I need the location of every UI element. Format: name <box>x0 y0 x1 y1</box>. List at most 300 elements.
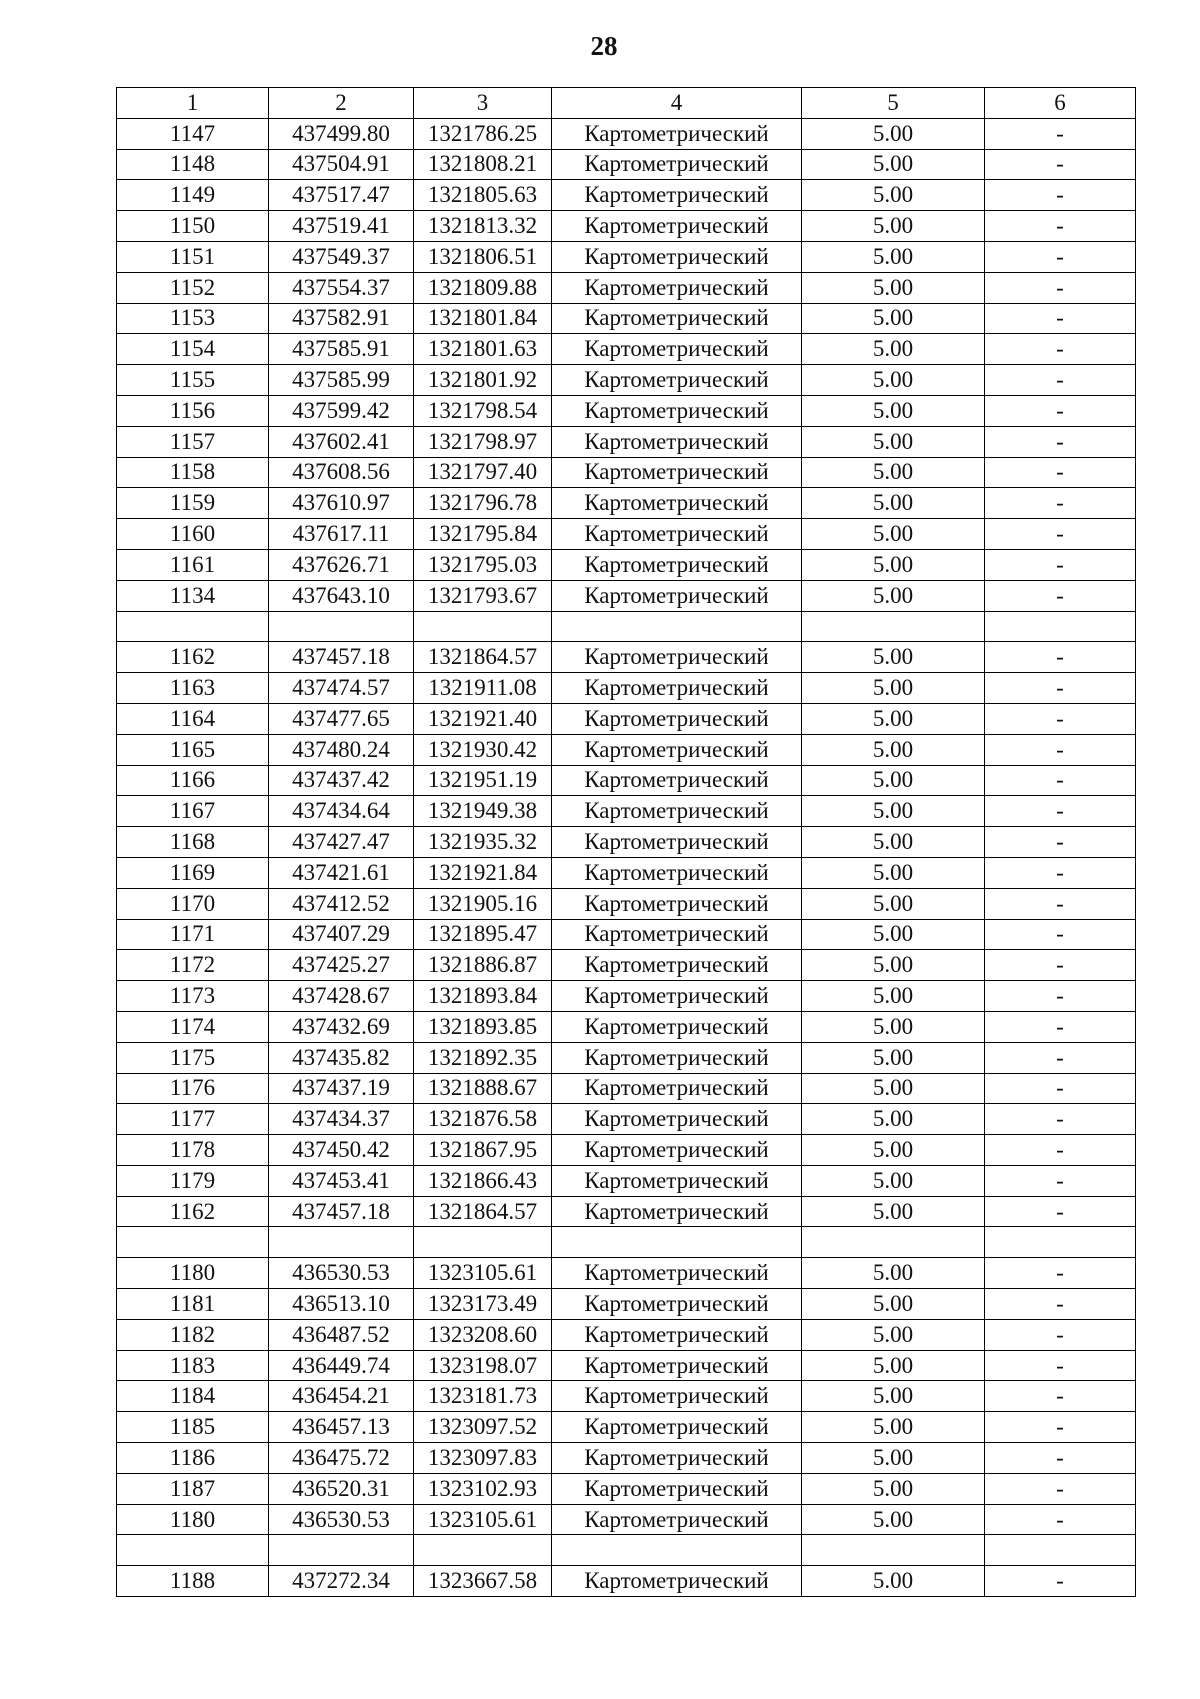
cell-method: Картометрический <box>552 457 802 488</box>
cell-x-coordinate: 437432.69 <box>269 1011 414 1042</box>
cell-y-coordinate: 1321795.84 <box>414 519 552 550</box>
table-header-row <box>117 88 1136 119</box>
cell-y-coordinate: 1321888.67 <box>414 1073 552 1104</box>
cell-x-coordinate: 437457.18 <box>269 642 414 673</box>
table-row <box>117 241 1136 272</box>
cell-method: Картометрический <box>552 365 802 396</box>
cell-y-coordinate: 1321813.32 <box>414 211 552 242</box>
cell-x-coordinate: 436449.74 <box>269 1350 414 1381</box>
cell-accuracy: 5.00 <box>802 765 985 796</box>
cell-point-number: 1164 <box>117 703 269 734</box>
cell-method: Картометрический <box>552 1135 802 1166</box>
cell-accuracy: 5.00 <box>802 888 985 919</box>
cell-y-coordinate: 1321949.38 <box>414 796 552 827</box>
cell-x-coordinate: 437617.11 <box>269 519 414 550</box>
cell-point-number: 1181 <box>117 1289 269 1320</box>
cell-x-coordinate: 437549.37 <box>269 241 414 272</box>
cell-point-number: 1148 <box>117 149 269 180</box>
cell-method: Картометрический <box>552 241 802 272</box>
cell-y-coordinate: 1321876.58 <box>414 1104 552 1135</box>
cell-accuracy: 5.00 <box>802 334 985 365</box>
cell-method: Картометрический <box>552 703 802 734</box>
cell-point-number: 1174 <box>117 1011 269 1042</box>
cell-note: - <box>985 272 1136 303</box>
cell-method: Картометрический <box>552 1258 802 1289</box>
cell-method: Картометрический <box>552 426 802 457</box>
cell-x-coordinate: 437610.97 <box>269 488 414 519</box>
cell-method: Картометрический <box>552 1042 802 1073</box>
cell-accuracy: 5.00 <box>802 1443 985 1474</box>
cell-y-coordinate: 1321805.63 <box>414 180 552 211</box>
table-row <box>117 1104 1136 1135</box>
table-row-empty <box>117 611 1136 642</box>
cell-accuracy: 5.00 <box>802 1104 985 1135</box>
cell-y-coordinate: 1321801.84 <box>414 303 552 334</box>
cell-method: Картометрический <box>552 796 802 827</box>
table-row <box>117 888 1136 919</box>
cell-y-coordinate: 1321893.84 <box>414 981 552 1012</box>
table-row <box>117 1042 1136 1073</box>
cell-method: Картометрический <box>552 180 802 211</box>
cell-point-number: 1178 <box>117 1135 269 1166</box>
cell-accuracy: 5.00 <box>802 1258 985 1289</box>
table-row <box>117 1319 1136 1350</box>
table-body <box>117 118 1136 1596</box>
cell-accuracy: 5.00 <box>802 857 985 888</box>
cell-accuracy: 5.00 <box>802 1196 985 1227</box>
cell-note: - <box>985 1443 1136 1474</box>
cell-y-coordinate <box>414 1535 552 1566</box>
cell-x-coordinate: 437585.91 <box>269 334 414 365</box>
cell-point-number: 1167 <box>117 796 269 827</box>
cell-accuracy: 5.00 <box>802 1011 985 1042</box>
cell-x-coordinate <box>269 1227 414 1258</box>
cell-accuracy: 5.00 <box>802 303 985 334</box>
cell-method: Картометрический <box>552 1473 802 1504</box>
cell-point-number: 1169 <box>117 857 269 888</box>
table-row <box>117 703 1136 734</box>
cell-y-coordinate: 1321921.40 <box>414 703 552 734</box>
cell-point-number: 1154 <box>117 334 269 365</box>
table-row <box>117 1381 1136 1412</box>
cell-note: - <box>985 1042 1136 1073</box>
cell-y-coordinate: 1321893.85 <box>414 1011 552 1042</box>
cell-y-coordinate: 1321801.92 <box>414 365 552 396</box>
cell-accuracy: 5.00 <box>802 241 985 272</box>
cell-method: Картометрический <box>552 549 802 580</box>
cell-x-coordinate: 436487.52 <box>269 1319 414 1350</box>
cell-method: Картометрический <box>552 1412 802 1443</box>
cell-y-coordinate: 1321793.67 <box>414 580 552 611</box>
cell-point-number <box>117 611 269 642</box>
cell-accuracy: 5.00 <box>802 1504 985 1535</box>
cell-y-coordinate: 1321905.16 <box>414 888 552 919</box>
cell-note: - <box>985 1135 1136 1166</box>
cell-note <box>985 1535 1136 1566</box>
table-row <box>117 1011 1136 1042</box>
cell-point-number: 1187 <box>117 1473 269 1504</box>
cell-accuracy: 5.00 <box>802 796 985 827</box>
cell-y-coordinate: 1323097.83 <box>414 1443 552 1474</box>
cell-note: - <box>985 303 1136 334</box>
cell-y-coordinate: 1321911.08 <box>414 673 552 704</box>
cell-point-number: 1151 <box>117 241 269 272</box>
table-row <box>117 1196 1136 1227</box>
cell-accuracy: 5.00 <box>802 827 985 858</box>
cell-note: - <box>985 796 1136 827</box>
cell-y-coordinate: 1321808.21 <box>414 149 552 180</box>
cell-point-number: 1184 <box>117 1381 269 1412</box>
cell-point-number: 1155 <box>117 365 269 396</box>
cell-note: - <box>985 580 1136 611</box>
table-row <box>117 149 1136 180</box>
cell-method: Картометрический <box>552 827 802 858</box>
cell-point-number: 1160 <box>117 519 269 550</box>
table-row <box>117 1473 1136 1504</box>
cell-note: - <box>985 1319 1136 1350</box>
table-row <box>117 303 1136 334</box>
cell-note: - <box>985 149 1136 180</box>
cell-point-number: 1173 <box>117 981 269 1012</box>
cell-note: - <box>985 180 1136 211</box>
cell-note: - <box>985 1196 1136 1227</box>
cell-x-coordinate: 437457.18 <box>269 1196 414 1227</box>
cell-method: Картометрический <box>552 642 802 673</box>
cell-method: Картометрический <box>552 211 802 242</box>
table-row <box>117 488 1136 519</box>
cell-point-number: 1158 <box>117 457 269 488</box>
cell-note: - <box>985 857 1136 888</box>
cell-x-coordinate: 437450.42 <box>269 1135 414 1166</box>
table-header <box>117 88 1136 119</box>
table-row <box>117 642 1136 673</box>
cell-y-coordinate: 1323198.07 <box>414 1350 552 1381</box>
cell-method: Картометрический <box>552 1289 802 1320</box>
cell-y-coordinate: 1321892.35 <box>414 1042 552 1073</box>
table-row-empty <box>117 1227 1136 1258</box>
cell-y-coordinate: 1321801.63 <box>414 334 552 365</box>
cell-accuracy <box>802 1535 985 1566</box>
cell-accuracy: 5.00 <box>802 950 985 981</box>
cell-x-coordinate: 437434.64 <box>269 796 414 827</box>
cell-point-number: 1177 <box>117 1104 269 1135</box>
table-row <box>117 1073 1136 1104</box>
cell-accuracy: 5.00 <box>802 580 985 611</box>
cell-method <box>552 1535 802 1566</box>
table-row <box>117 1443 1136 1474</box>
cell-point-number: 1166 <box>117 765 269 796</box>
cell-note: - <box>985 457 1136 488</box>
cell-accuracy: 5.00 <box>802 1165 985 1196</box>
cell-note: - <box>985 703 1136 734</box>
table-row <box>117 1412 1136 1443</box>
cell-note: - <box>985 1289 1136 1320</box>
cell-y-coordinate: 1321935.32 <box>414 827 552 858</box>
cell-x-coordinate: 437435.82 <box>269 1042 414 1073</box>
cell-accuracy: 5.00 <box>802 673 985 704</box>
table-row <box>117 519 1136 550</box>
table-row <box>117 272 1136 303</box>
cell-accuracy: 5.00 <box>802 519 985 550</box>
cell-method: Картометрический <box>552 395 802 426</box>
cell-note: - <box>985 241 1136 272</box>
table-row <box>117 1135 1136 1166</box>
cell-y-coordinate: 1321795.03 <box>414 549 552 580</box>
cell-method: Картометрический <box>552 1011 802 1042</box>
cell-x-coordinate: 436454.21 <box>269 1381 414 1412</box>
cell-accuracy: 5.00 <box>802 149 985 180</box>
cell-y-coordinate: 1323173.49 <box>414 1289 552 1320</box>
table-row <box>117 180 1136 211</box>
cell-method: Картометрический <box>552 580 802 611</box>
cell-accuracy: 5.00 <box>802 118 985 149</box>
cell-x-coordinate: 437504.91 <box>269 149 414 180</box>
cell-point-number: 1159 <box>117 488 269 519</box>
table-row <box>117 950 1136 981</box>
cell-accuracy: 5.00 <box>802 703 985 734</box>
cell-x-coordinate <box>269 1535 414 1566</box>
cell-accuracy: 5.00 <box>802 457 985 488</box>
cell-y-coordinate: 1321797.40 <box>414 457 552 488</box>
cell-note: - <box>985 1473 1136 1504</box>
cell-x-coordinate: 437437.42 <box>269 765 414 796</box>
cell-y-coordinate: 1321951.19 <box>414 765 552 796</box>
table-row <box>117 919 1136 950</box>
cell-point-number: 1188 <box>117 1566 269 1597</box>
cell-accuracy <box>802 1227 985 1258</box>
cell-point-number: 1161 <box>117 549 269 580</box>
cell-point-number: 1153 <box>117 303 269 334</box>
cell-x-coordinate: 437643.10 <box>269 580 414 611</box>
cell-point-number: 1162 <box>117 1196 269 1227</box>
cell-accuracy: 5.00 <box>802 1319 985 1350</box>
table-row-empty <box>117 1535 1136 1566</box>
cell-note: - <box>985 1504 1136 1535</box>
cell-point-number: 1134 <box>117 580 269 611</box>
cell-x-coordinate: 437519.41 <box>269 211 414 242</box>
cell-x-coordinate: 437480.24 <box>269 734 414 765</box>
cell-x-coordinate: 436457.13 <box>269 1412 414 1443</box>
cell-point-number: 1172 <box>117 950 269 981</box>
cell-method: Картометрический <box>552 1381 802 1412</box>
cell-point-number: 1149 <box>117 180 269 211</box>
table-row <box>117 580 1136 611</box>
table-row <box>117 1566 1136 1597</box>
cell-method: Картометрический <box>552 488 802 519</box>
cell-point-number <box>117 1535 269 1566</box>
cell-x-coordinate: 437477.65 <box>269 703 414 734</box>
table-row <box>117 1504 1136 1535</box>
cell-x-coordinate: 437428.67 <box>269 981 414 1012</box>
cell-note: - <box>985 919 1136 950</box>
cell-point-number: 1175 <box>117 1042 269 1073</box>
page-number: 28 <box>590 31 618 61</box>
cell-point-number: 1180 <box>117 1504 269 1535</box>
cell-accuracy: 5.00 <box>802 180 985 211</box>
cell-point-number: 1152 <box>117 272 269 303</box>
cell-y-coordinate: 1321867.95 <box>414 1135 552 1166</box>
cell-y-coordinate: 1321809.88 <box>414 272 552 303</box>
cell-method: Картометрический <box>552 981 802 1012</box>
cell-x-coordinate: 437434.37 <box>269 1104 414 1135</box>
cell-x-coordinate: 437425.27 <box>269 950 414 981</box>
cell-point-number: 1170 <box>117 888 269 919</box>
cell-note: - <box>985 118 1136 149</box>
cell-point-number: 1171 <box>117 919 269 950</box>
cell-method: Картометрический <box>552 1104 802 1135</box>
cell-x-coordinate: 437437.19 <box>269 1073 414 1104</box>
table-row <box>117 211 1136 242</box>
cell-y-coordinate: 1321921.84 <box>414 857 552 888</box>
cell-y-coordinate: 1321786.25 <box>414 118 552 149</box>
cell-note: - <box>985 334 1136 365</box>
cell-x-coordinate: 437272.34 <box>269 1566 414 1597</box>
cell-method: Картометрический <box>552 734 802 765</box>
cell-accuracy: 5.00 <box>802 1135 985 1166</box>
cell-method: Картометрический <box>552 519 802 550</box>
cell-point-number: 1179 <box>117 1165 269 1196</box>
cell-note: - <box>985 1104 1136 1135</box>
table-row <box>117 1258 1136 1289</box>
cell-accuracy: 5.00 <box>802 1381 985 1412</box>
table-row <box>117 426 1136 457</box>
cell-accuracy: 5.00 <box>802 1566 985 1597</box>
cell-y-coordinate: 1321930.42 <box>414 734 552 765</box>
cell-note: - <box>985 549 1136 580</box>
cell-method: Картометрический <box>552 1443 802 1474</box>
cell-x-coordinate: 437412.52 <box>269 888 414 919</box>
cell-method: Картометрический <box>552 950 802 981</box>
cell-x-coordinate: 436520.31 <box>269 1473 414 1504</box>
cell-note: - <box>985 765 1136 796</box>
cell-method: Картометрический <box>552 149 802 180</box>
cell-point-number: 1183 <box>117 1350 269 1381</box>
cell-note <box>985 1227 1136 1258</box>
cell-x-coordinate: 437599.42 <box>269 395 414 426</box>
cell-method: Картометрический <box>552 1504 802 1535</box>
cell-accuracy: 5.00 <box>802 919 985 950</box>
cell-accuracy: 5.00 <box>802 549 985 580</box>
cell-y-coordinate: 1323102.93 <box>414 1473 552 1504</box>
cell-method: Картометрический <box>552 1350 802 1381</box>
cell-point-number: 1182 <box>117 1319 269 1350</box>
cell-y-coordinate: 1321806.51 <box>414 241 552 272</box>
cell-method <box>552 611 802 642</box>
cell-x-coordinate: 437602.41 <box>269 426 414 457</box>
cell-accuracy: 5.00 <box>802 1289 985 1320</box>
cell-x-coordinate <box>269 611 414 642</box>
cell-x-coordinate: 437554.37 <box>269 272 414 303</box>
cell-note: - <box>985 888 1136 919</box>
table-row <box>117 457 1136 488</box>
cell-point-number: 1180 <box>117 1258 269 1289</box>
cell-note: - <box>985 395 1136 426</box>
cell-accuracy: 5.00 <box>802 981 985 1012</box>
cell-accuracy: 5.00 <box>802 211 985 242</box>
table-row <box>117 549 1136 580</box>
cell-note: - <box>985 827 1136 858</box>
cell-note: - <box>985 673 1136 704</box>
cell-note: - <box>985 1165 1136 1196</box>
cell-x-coordinate: 437427.47 <box>269 827 414 858</box>
cell-accuracy: 5.00 <box>802 365 985 396</box>
cell-note: - <box>985 519 1136 550</box>
cell-note: - <box>985 426 1136 457</box>
table-row <box>117 981 1136 1012</box>
cell-y-coordinate: 1323181.73 <box>414 1381 552 1412</box>
cell-note: - <box>985 488 1136 519</box>
table-row <box>117 673 1136 704</box>
cell-point-number: 1157 <box>117 426 269 457</box>
cell-y-coordinate: 1321864.57 <box>414 1196 552 1227</box>
cell-y-coordinate: 1321864.57 <box>414 642 552 673</box>
table-row <box>117 365 1136 396</box>
header-cell-col1: 1 <box>117 88 269 119</box>
cell-accuracy: 5.00 <box>802 395 985 426</box>
cell-y-coordinate: 1323105.61 <box>414 1504 552 1535</box>
header-cell-col4: 4 <box>552 88 802 119</box>
cell-note: - <box>985 211 1136 242</box>
cell-x-coordinate: 436475.72 <box>269 1443 414 1474</box>
cell-x-coordinate: 436530.53 <box>269 1504 414 1535</box>
cell-method: Картометрический <box>552 1566 802 1597</box>
cell-accuracy: 5.00 <box>802 642 985 673</box>
cell-method: Картометрический <box>552 1319 802 1350</box>
cell-accuracy: 5.00 <box>802 1350 985 1381</box>
cell-note: - <box>985 365 1136 396</box>
cell-y-coordinate: 1321886.87 <box>414 950 552 981</box>
table-row <box>117 765 1136 796</box>
cell-point-number: 1185 <box>117 1412 269 1443</box>
cell-x-coordinate: 437474.57 <box>269 673 414 704</box>
cell-point-number: 1163 <box>117 673 269 704</box>
coordinates-table <box>116 87 1136 1597</box>
cell-accuracy: 5.00 <box>802 1412 985 1443</box>
cell-point-number <box>117 1227 269 1258</box>
header-cell-col2: 2 <box>269 88 414 119</box>
cell-x-coordinate: 437608.56 <box>269 457 414 488</box>
cell-x-coordinate: 437517.47 <box>269 180 414 211</box>
cell-y-coordinate: 1323105.61 <box>414 1258 552 1289</box>
cell-method: Картометрический <box>552 1073 802 1104</box>
cell-x-coordinate: 437499.80 <box>269 118 414 149</box>
cell-point-number: 1186 <box>117 1443 269 1474</box>
cell-method: Картометрический <box>552 1165 802 1196</box>
cell-method: Картометрический <box>552 334 802 365</box>
cell-method: Картометрический <box>552 765 802 796</box>
table-row <box>117 118 1136 149</box>
cell-note: - <box>985 1566 1136 1597</box>
table-row <box>117 334 1136 365</box>
cell-method: Картометрический <box>552 1196 802 1227</box>
cell-method <box>552 1227 802 1258</box>
cell-note: - <box>985 950 1136 981</box>
cell-y-coordinate: 1323667.58 <box>414 1566 552 1597</box>
table-row <box>117 857 1136 888</box>
table-row <box>117 1165 1136 1196</box>
cell-note: - <box>985 1412 1136 1443</box>
header-cell-col3: 3 <box>414 88 552 119</box>
cell-y-coordinate <box>414 1227 552 1258</box>
cell-y-coordinate: 1323097.52 <box>414 1412 552 1443</box>
cell-accuracy: 5.00 <box>802 488 985 519</box>
cell-method: Картометрический <box>552 673 802 704</box>
cell-y-coordinate: 1321798.97 <box>414 426 552 457</box>
cell-x-coordinate: 437453.41 <box>269 1165 414 1196</box>
table-row <box>117 734 1136 765</box>
cell-y-coordinate <box>414 611 552 642</box>
cell-method: Картометрический <box>552 303 802 334</box>
